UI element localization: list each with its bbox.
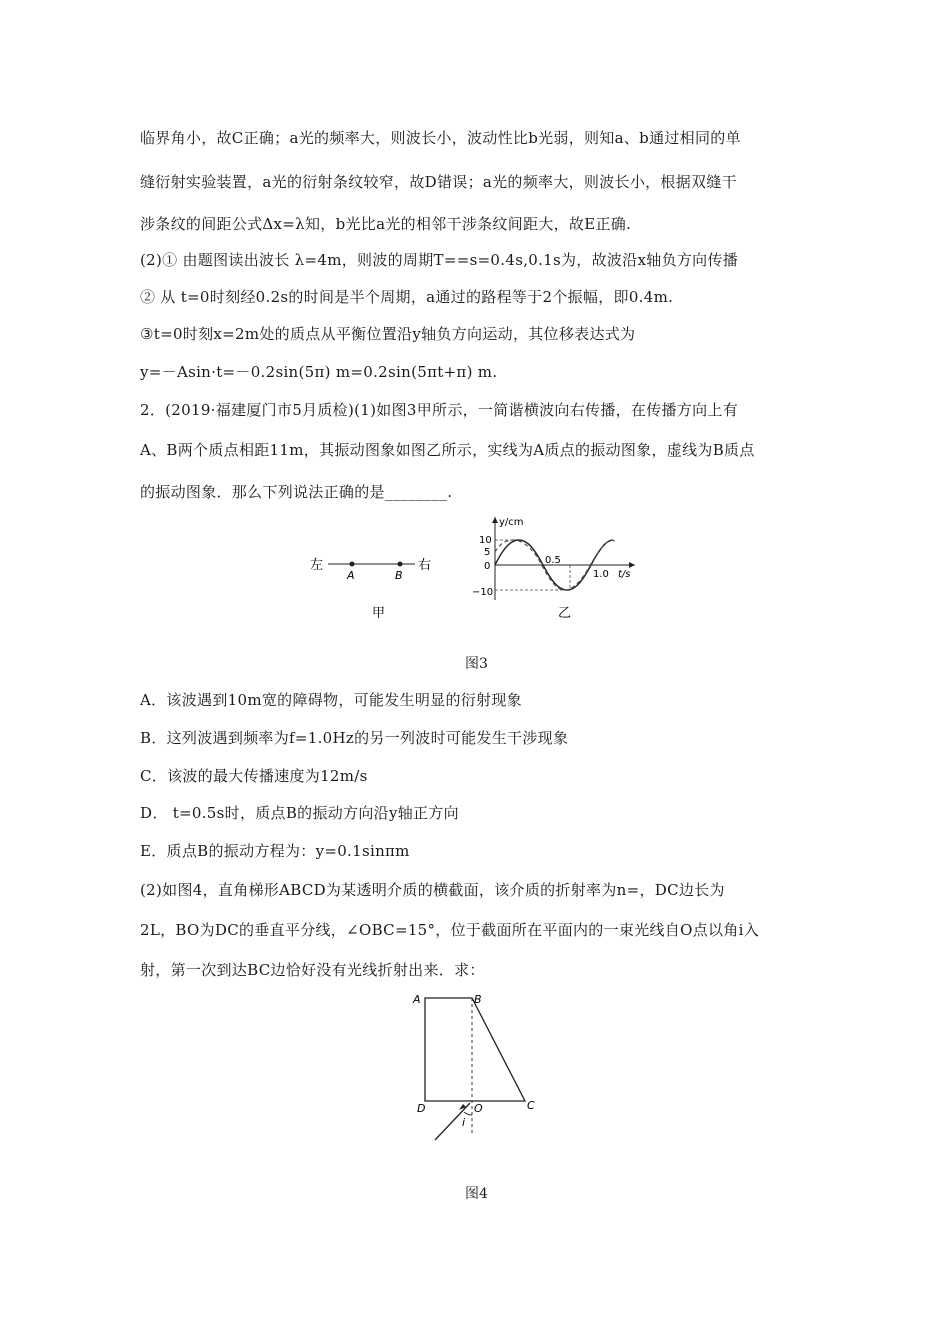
text-line: 涉条纹的间距公式Δx=λ知，b光比a光的相邻干涉条纹间距大，故E正确.: [140, 215, 632, 233]
text-line: 缝衍射实验装置，a光的衍射条纹较窄，故D错误；a光的频率大，则波长小，根据双缝干: [140, 173, 737, 191]
option-c: C．该波的最大传播速度为12m/s: [140, 767, 368, 785]
angle-i-arc: [464, 1112, 472, 1115]
text-line: 射，第一次到达BC边恰好没有光线折射出来．求：: [140, 961, 485, 979]
label-point-a: A: [413, 993, 421, 1006]
tick-y5: 5: [484, 547, 491, 558]
figure-4-caption: 图4: [465, 1186, 488, 1202]
option-d: D． t=0.5s时，质点B的振动方向沿y轴正方向: [140, 804, 459, 822]
text-line: 的振动图象．那么下列说法正确的是________.: [140, 483, 453, 501]
question-2-stem: 2．(2019·福建厦门市5月质检)(1)如图3甲所示，一简谐横波向右传播，在传播方向上有: [140, 401, 739, 419]
text-line: 临界角小，故C正确；a光的频率大，则波长小，波动性比b光弱，则知a、b通过相同的单: [140, 129, 741, 147]
label-point-b: B: [474, 993, 482, 1006]
figure-4: [400, 988, 560, 1148]
text-line: (2)如图4，直角梯形ABCD为某透明介质的横截面，该介质的折射率为n=，DC边长为: [140, 881, 725, 899]
label-a: A: [347, 569, 355, 582]
label-right: 右: [418, 558, 432, 573]
label-b: B: [395, 569, 403, 582]
figure-3-caption: 图3: [465, 656, 488, 672]
option-e: E．质点B的振动方程为：y=0.1sinπm: [140, 842, 410, 860]
label-point-o: O: [474, 1102, 483, 1115]
point-b-dot: [398, 562, 403, 567]
text-line: A、B两个质点相距11m，其振动图象如图乙所示，实线为A质点的振动图象，虚线为B质点: [140, 441, 755, 459]
figure-3: [300, 505, 660, 630]
subfigure-label-yi: 乙: [558, 606, 572, 621]
vibration-graph: [472, 517, 635, 600]
tick-t10: 1.0: [593, 569, 609, 580]
text-line: y=－Asin·t=－0.2sin(5π) m=0.2sin(5πt+π) m.: [140, 363, 498, 381]
tick-yneg10: −10: [472, 587, 494, 598]
text-line: ② 从 t=0时刻经0.2s的时间是半个周期，a通过的路程等于2个振幅，即0.4m.: [140, 288, 674, 306]
trapezoid-abcd: [425, 998, 525, 1101]
text-line: (2)① 由题图读出波长 λ=4m，则波的周期T==s=0.4s,0.1s为，故波沿x轴负方向传播: [140, 251, 739, 269]
text-line: ③t=0时刻x=2m处的质点从平衡位置沿y轴负方向运动，其位移表达式为: [140, 325, 636, 343]
tick-t05: 0.5: [545, 555, 561, 566]
option-b: B．这列波遇到频率为f=1.0Hz的另一列波时可能发生干涉现象: [140, 729, 569, 747]
label-left: 左: [310, 558, 324, 573]
subfigure-label-jia: 甲: [372, 606, 386, 621]
text-line: 2L，BO为DC的垂直平分线，∠OBC=15°，位于截面所在平面内的一束光线自O点以角i入: [140, 921, 760, 939]
tick-y0: 0: [484, 561, 491, 572]
option-a: A．该波遇到10m宽的障碍物，可能发生明显的衍射现象: [140, 691, 522, 709]
label-angle-i: i: [462, 1116, 466, 1129]
label-point-c: C: [527, 1099, 535, 1112]
tick-y10: 10: [479, 535, 492, 546]
point-a-dot: [350, 562, 355, 567]
y-axis-label: y/cm: [499, 517, 524, 528]
t-axis-label: t/s: [618, 569, 631, 580]
label-point-d: D: [417, 1102, 426, 1115]
